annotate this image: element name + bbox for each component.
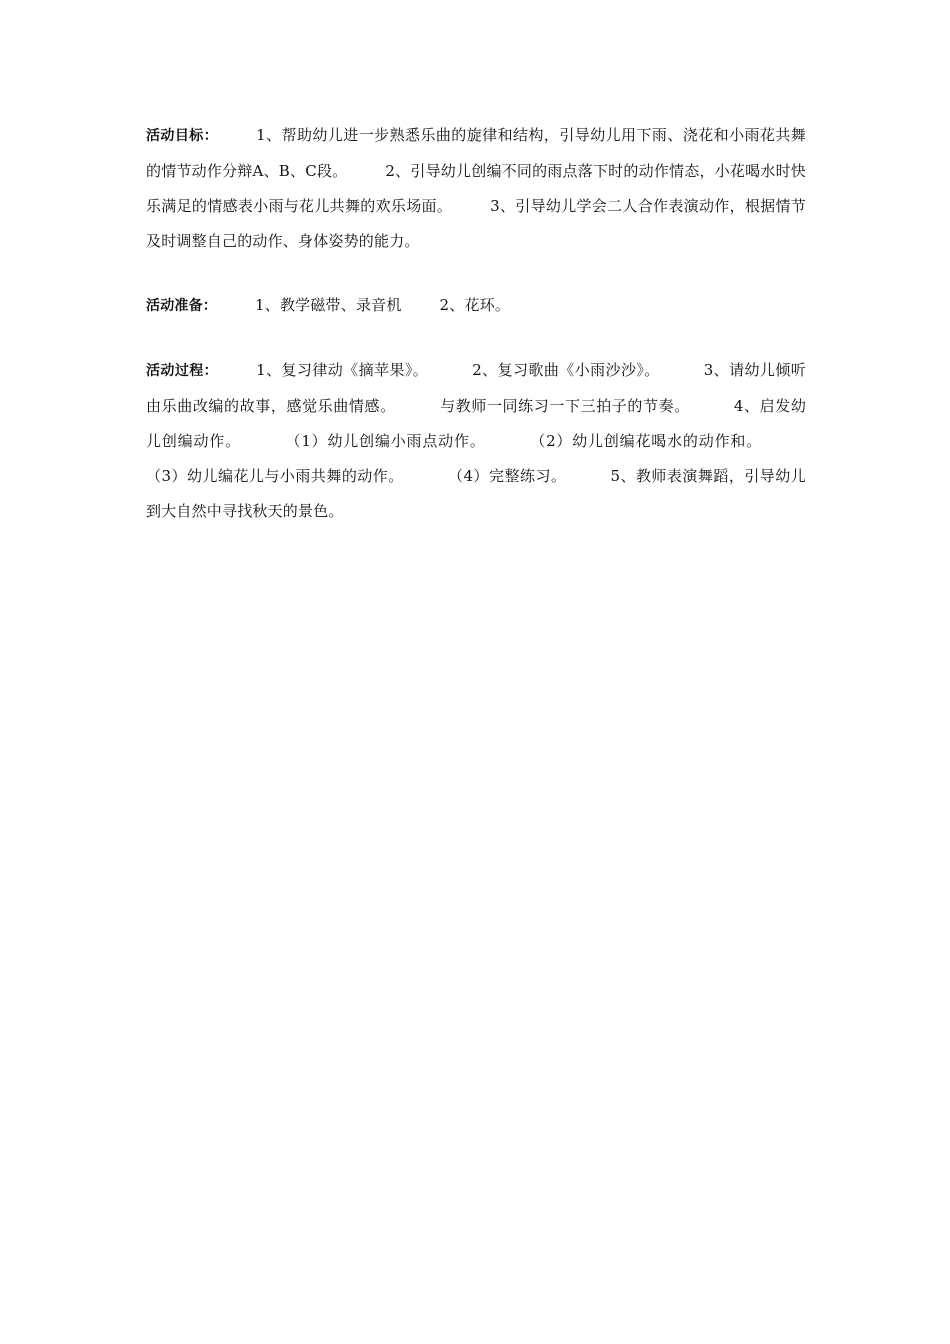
section-item: 3、引导幼儿学会二人合作表演动作，根据情节及时调整自己的动作、身体姿势的能力。 <box>146 197 806 250</box>
section-item: 2、引导幼儿创编不同的雨点落下时的动作情态，小花喝水时快乐满足的情感表小雨与花儿共舞的欢乐场面。 <box>146 162 806 215</box>
section-label: 活动目标： <box>146 128 219 144</box>
section-label: 活动准备： <box>146 298 217 314</box>
section-activity-goals <box>146 118 806 259</box>
document-body <box>146 118 806 529</box>
section-item: 4、启发幼儿创编动作。 <box>146 397 807 450</box>
section-item: （2）幼儿创编花喝水的动作和。 <box>529 432 763 450</box>
section-item: 2、复习歌曲《小雨沙沙》。 <box>472 361 660 379</box>
section-item: 1、帮助幼儿进一步熟悉乐曲的旋律和结构，引导幼儿用下雨、浇花和小雨花共舞的情节动作分辩A、B、C段。 <box>146 126 806 180</box>
section-activity-preparation <box>146 288 806 324</box>
section-item: 1、复习律动《摘苹果》。 <box>256 361 429 379</box>
section-item: （4）完整练习。 <box>447 467 567 485</box>
section-item: 2、花环。 <box>439 296 511 314</box>
section-label: 活动过程： <box>146 363 219 379</box>
section-item: 1、教学磁带、录音机 <box>255 296 402 314</box>
section-item: （3）幼儿编花儿与小雨共舞的动作。 <box>146 467 404 485</box>
section-item: （1）幼儿创编小雨点动作。 <box>284 432 486 450</box>
section-item: 5、教师表演舞蹈，引导幼儿到大自然中寻找秋天的景色。 <box>146 467 806 520</box>
section-item: 与教师一同练习一下三拍子的节奏。 <box>439 397 690 415</box>
section-activity-process <box>146 353 806 529</box>
section-item: 3、请幼儿倾听由乐曲改编的故事，感觉乐曲情感。 <box>146 361 806 415</box>
